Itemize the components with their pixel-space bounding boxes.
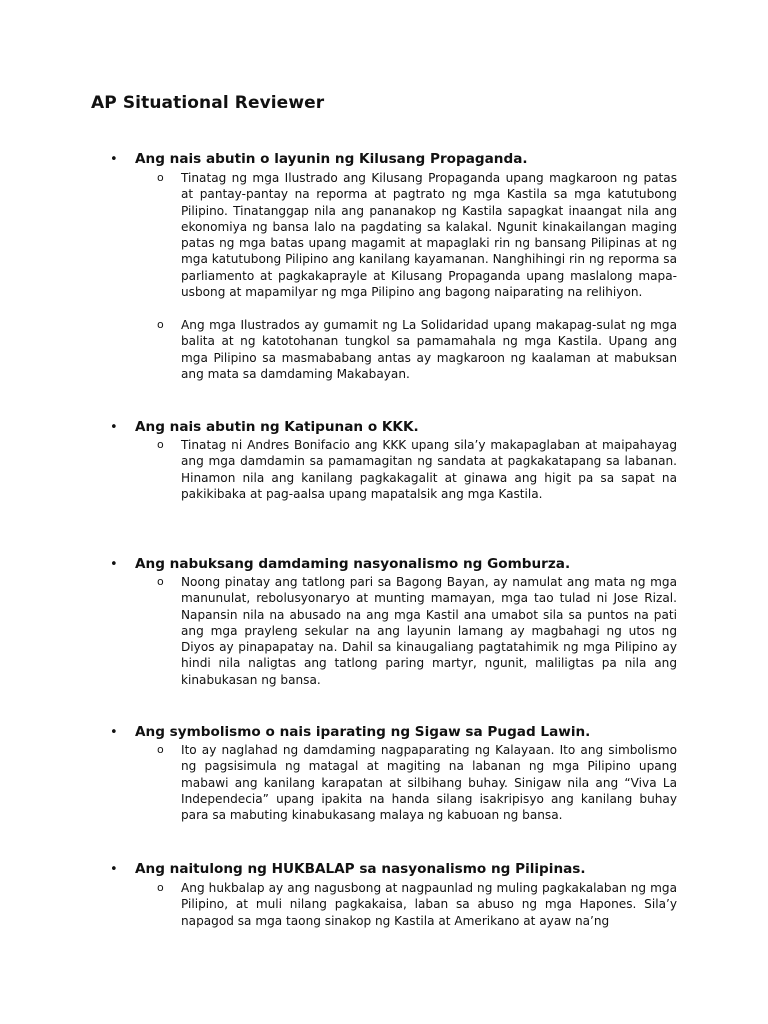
sub-bullet-icon: o — [157, 575, 164, 588]
sub-bullet-icon: o — [157, 318, 164, 331]
sub-item-text: Ang hukbalap ay ang nagusbong at nagpaunlad ng muling pagkakalaban ng mga Pilipino, at muli nilang pagkakaisa, laban sa abuso ng mga Hapones. Sila’y napagod sa mga taong sinakop ng Kastila at Amerikano at ayaw na’ng — [181, 881, 677, 928]
sub-item-text: Tinatag ng mga Ilustrado ang Kilusang Propaganda upang magkaroon ng patas at pantay-pantay na reporma at pagtrato ng mga Kastila sa mga katutubong Pilipino. Tinatanggap nila ang pananakop ng Kastila sapagkat inaangat nila ang ekonomiya ng bansa lalo na pagdating sa kalakal. Ngunit kinakailangan maging patas ng mga batas upang magamit at mapaglaki rin ng bansang Pilipinas at ng mga katutubong Pilipino ang kanilang kayamanan. Nanghihingi rin ng reporma sa parliamento at pagkakaprayle at Kilusang Propaganda upang maslalong mapa-usbong at mapamilyar ng mga Pilipino ang bagong naiparating na relihiyon. — [181, 171, 677, 300]
sub-item-text: Ang mga Ilustrados ay gumamit ng La Solidaridad upang makapag-sulat ng mga balita at ng katotohanan tungkol sa pamamahala ng mga Kastila. Upang ang mga Pilipino sa masmababang antas ay magkaroon ng kaalaman at mabuksan ang mata sa damdaming Makabayan. — [181, 318, 677, 381]
bullet-icon: • — [110, 557, 118, 572]
section-heading: Ang nais abutin o layunin ng Kilusang Propaganda. — [135, 151, 528, 167]
sub-item-text: Noong pinatay ang tatlong pari sa Bagong Bayan, ay namulat ang mata ng mga manunulat, rebolusyonaryo at munting mamayan, mga tao tulad ni Jose Rizal. Napansin nila na abusado na ang mga Kastil ana umabot sila sa puntos na pati ang mga prayleng sekular na ang layunin lamang ay magbahagi ng utos ng Diyos ay pinapapatay na. Dahil sa kinaugaliang pagtatahimik ng mga Pilipino ay hindi nila naligtas ang tatlong paring martyr, ngunit, maliligtas pa nila ang kinabukasan ng bansa. — [181, 575, 677, 687]
section-heading: Ang symbolismo o nais iparating ng Sigaw sa Pugad Lawin. — [135, 724, 591, 740]
bullet-icon: • — [110, 862, 118, 877]
bullet-icon: • — [110, 725, 118, 740]
page-title: AP Situational Reviewer — [91, 93, 325, 113]
sub-bullet-icon: o — [157, 171, 164, 184]
section-heading: Ang naitulong ng HUKBALAP sa nasyonalismo ng Pilipinas. — [135, 861, 586, 877]
bullet-icon: • — [110, 420, 118, 435]
sub-bullet-icon: o — [157, 881, 164, 894]
bullet-icon: • — [110, 152, 118, 167]
section-heading: Ang nabuksang damdaming nasyonalismo ng Gomburza. — [135, 556, 571, 572]
sub-item-text: Tinatag ni Andres Bonifacio ang KKK upang sila’y makapaglaban at maipahayag ang mga damdamin sa pamamagitan ng sandata at pagkakatapang sa labanan. Hinamon nila ang kanilang pagkakagalit at ginawa ang higit pa sa sapat na pakikibaka at pag-aalsa upang mapatalsik ang mga Kastila. — [181, 438, 677, 501]
section-heading: Ang nais abutin ng Katipunan o KKK. — [135, 419, 419, 435]
sub-bullet-icon: o — [157, 438, 164, 451]
sub-item-text: Ito ay naglahad ng damdaming nagpaparating ng Kalayaan. Ito ang simbolismo ng pagsisimula ng matagal at magiting na labanan ng mga Pilipino upang mabawi ang kanilang karapatan at silbihang buhay. Sinigaw nila ang “Viva La Independecia” upang ipakita na handa silang isakripisyo ang kanilang buhay para sa mabuting kinabukasang malaya ng kabuoan ng bansa. — [181, 743, 677, 823]
sub-bullet-icon: o — [157, 743, 164, 756]
